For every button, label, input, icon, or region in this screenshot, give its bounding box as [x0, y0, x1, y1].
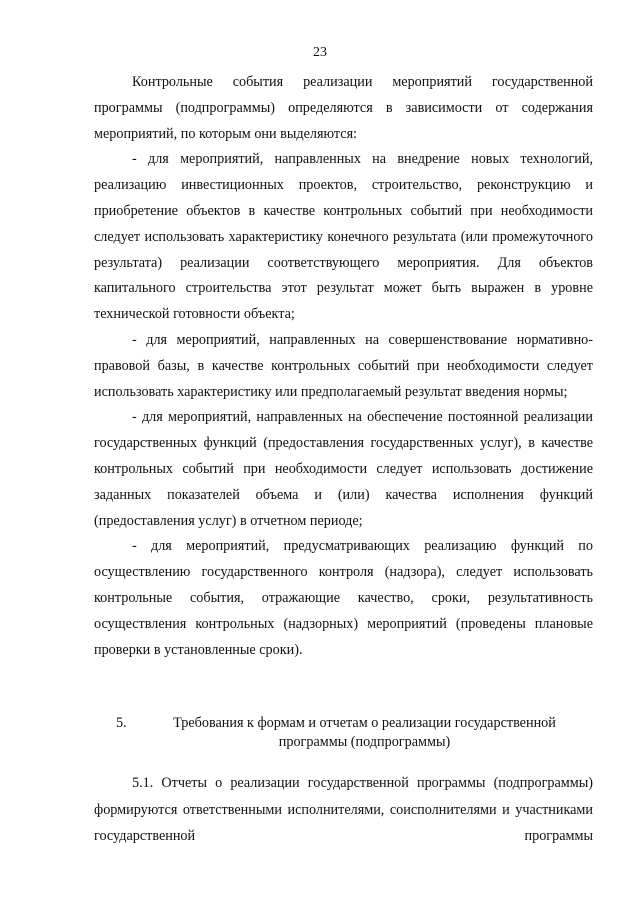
paragraph-new-technologies: - для мероприятий, направленных на внедрение новых технологий, реализацию инвестиционных проектов, строительство, реконструкцию и приобретение объектов в качестве контрольных событий при необходимости следует использовать характеристику конечного результата (или промежуточного результата) реализации соответствующего мероприятия. Для объектов капитального строительства этот результат может быть выражен в уровне технической готовности объекта;	[94, 151, 593, 323]
paragraph-regulatory-base: - для мероприятий, направленных на совершенствование нормативно-правовой базы, в качестве контрольных событий при необходимости следует использовать характеристику или предполагаемый результат введения нормы;	[94, 331, 593, 400]
page-number: 23	[313, 45, 327, 60]
paragraph-intro: Контрольные события реализации мероприятий государственной программы (подпрограммы) определяются в зависимости от содержания мероприятий, по которым они выделяются:	[94, 74, 593, 142]
paragraph-state-functions: - для мероприятий, направленных на обеспечение постоянной реализации государственных функций (предоставления государственных услуг), в качестве контрольных событий при необходимости следует использовать достижение заданных показателей объема и (или) качества исполнения функций (предоставления услуг) в отчетном периоде;	[94, 409, 593, 529]
section-body	[94, 770, 593, 850]
section-title: Требования к формам и отчетам о реализации государственной программы (подпрограммы)	[173, 715, 556, 750]
paragraph-5-1: 5.1. Отчеты о реализации государственной программы (подпрограммы) формируются ответственными исполнителями, соисполнителями и участниками государственной программы	[94, 775, 593, 844]
section-number: 5.	[116, 715, 127, 731]
paragraph-state-control: - для мероприятий, предусматривающих реализацию функций по осуществлению государственного контроля (надзора), следует использовать контрольные события, отражающие качество, сроки, результативность осуществления контрольных (надзорных) мероприятий (проведены плановые проверки в установленные сроки).	[94, 538, 593, 658]
body-text	[94, 70, 593, 663]
section-heading	[94, 714, 593, 752]
